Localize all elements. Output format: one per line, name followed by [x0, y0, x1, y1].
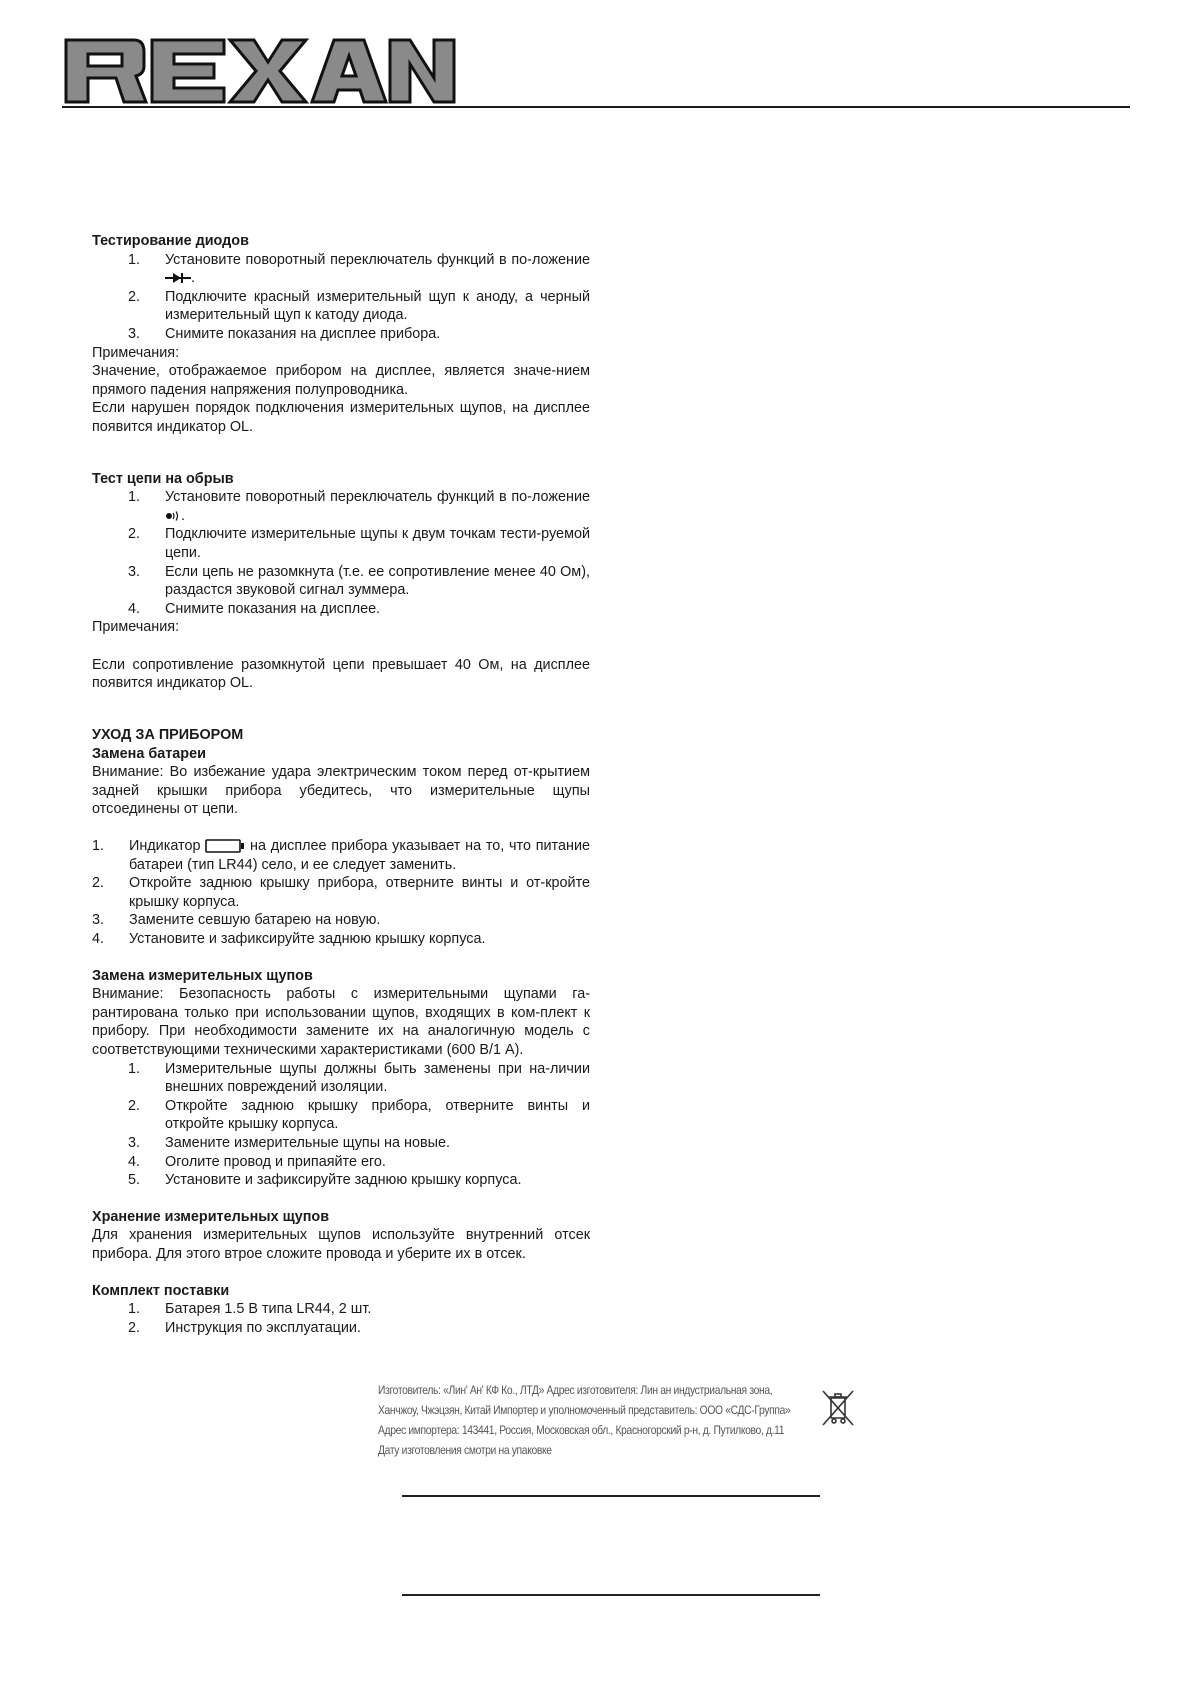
buzzer-icon: [165, 510, 181, 522]
notes-label: Примечания:: [92, 619, 180, 636]
diodes-steps: [92, 251, 590, 344]
list-item: 1. Измерительные щупы должны быть заменены при на-личии внешних повреждений изоляции.: [128, 1060, 590, 1096]
note-text: Если нарушен порядок подключения измерительных щупов, на дисплее появится индикатор OL.: [92, 400, 590, 435]
storage-text: Для хранения измерительных щупов используйте внутренний отсек прибора. Для этого втрое сложите провода и уберите их в отсек.: [92, 1227, 590, 1262]
list-item: 2. Инструкция по эксплуатации.: [128, 1319, 361, 1336]
list-item: 4. Снимите показания на дисплее.: [128, 600, 381, 617]
subsection-title-storage: Хранение измерительных щупов: [92, 1208, 330, 1225]
divider-line: [402, 1594, 820, 1596]
footer-line: Адрес импортера: 143441, Россия, Московская обл., Красногорский р-н, д. Путилково, д.11: [378, 1423, 785, 1437]
list-item: 2. Откройте заднюю крышку прибора, отверните винты и откройте крышку корпуса.: [128, 1097, 590, 1133]
note-text: Значение, отображаемое прибором на дисплее, является значе-нием прямого падения напряжения полупроводника.: [92, 363, 590, 398]
list-item: 4. Оголите провод и припаяйте его.: [128, 1153, 386, 1170]
rexant-logo: [64, 38, 472, 104]
probes-steps: [92, 1060, 590, 1190]
list-item: 4. Установите и зафиксируйте заднюю крышку корпуса.: [92, 931, 486, 947]
list-item: 2. Откройте заднюю крышку прибора, отверните винты и от-кройте крышку корпуса.: [92, 875, 590, 910]
note-text: Если сопротивление разомкнутой цепи превышает 40 Ом, на дисплее появится индикатор OL.: [92, 656, 590, 692]
list-item: 3. Замените севшую батарею на новую.: [92, 912, 381, 929]
list-item: 3. Замените измерительные щупы на новые.: [128, 1134, 450, 1151]
diode-icon: [165, 272, 191, 284]
footer-line: Дату изготовления смотри на упаковке: [378, 1443, 552, 1457]
subsection-title-probes: Замена измерительных щупов: [92, 967, 313, 984]
warning-text: Внимание: Во избежание удара электрическим током перед от-крытием задней крышки прибора убедитесь, что измерительные щупы отсоединены от цепи.: [92, 764, 590, 818]
list-item: 1. Индикатор на дисплее прибора указывает на то, что питание батареи (тип LR44) село, и ее следует заменить.: [92, 838, 590, 873]
notes-label: Примечания:: [92, 344, 180, 361]
warning-text: Внимание: Безопасность работы с измерительными щупами га-рантирована только при использовании щупов, входящих в ком-плект к прибору. При необходимости замените их на аналогичную модель с соответствующими техническими характеристиками (600 В/1 А).: [92, 986, 590, 1058]
battery-steps: [92, 837, 590, 949]
section-title-care: УХОД ЗА ПРИБОРОМ: [92, 727, 244, 744]
main-column: [92, 232, 590, 1337]
list-item: 3. Если цепь не разомкнута (т.е. ее сопротивление менее 40 Ом), раздастся звуковой сигнал зуммера.: [128, 563, 590, 599]
section-title-diodes: Тестирование диодов: [92, 233, 249, 249]
list-item: 1. Установите поворотный переключатель функций в по-ложение .: [128, 489, 590, 524]
list-item: 2. Подключите красный измерительный щуп к аноду, а черный измерительный щуп к катоду диода.: [128, 288, 590, 324]
list-item: 3. Снимите показания на дисплее прибора.: [128, 325, 441, 342]
weee-bin-icon: [820, 1388, 856, 1428]
section-title-continuity: Тест цепи на обрыв: [92, 470, 234, 487]
kit-steps: [92, 1300, 590, 1337]
subsection-title-kit: Комплект поставки: [92, 1282, 230, 1299]
continuity-steps: [92, 488, 590, 618]
divider-line: [402, 1495, 820, 1497]
list-item: 2. Подключите измерительные щупы к двум точкам тести-руемой цепи.: [128, 526, 590, 561]
manufacturer-info: [378, 1380, 791, 1460]
header-rule: [62, 106, 1130, 108]
footer-line: Ханчжоу, Чжэцзян, Китай Импортер и уполномоченный представитель: ООО «СДС-Группа»: [378, 1403, 791, 1417]
footer-line: Изготовитель: «Лин' Ан' КФ Ко., ЛТД» Адрес изготовителя: Лин ан индустриальная зона,: [378, 1383, 773, 1397]
list-item: 1. Установите поворотный переключатель функций в по-ложение .: [128, 251, 590, 287]
list-item: 1. Батарея 1.5 В типа LR44, 2 шт.: [128, 1301, 372, 1318]
list-item: 5. Установите и зафиксируйте заднюю крышку корпуса.: [128, 1172, 522, 1189]
subsection-title-battery: Замена батареи: [92, 745, 206, 762]
battery-icon: [205, 839, 245, 853]
